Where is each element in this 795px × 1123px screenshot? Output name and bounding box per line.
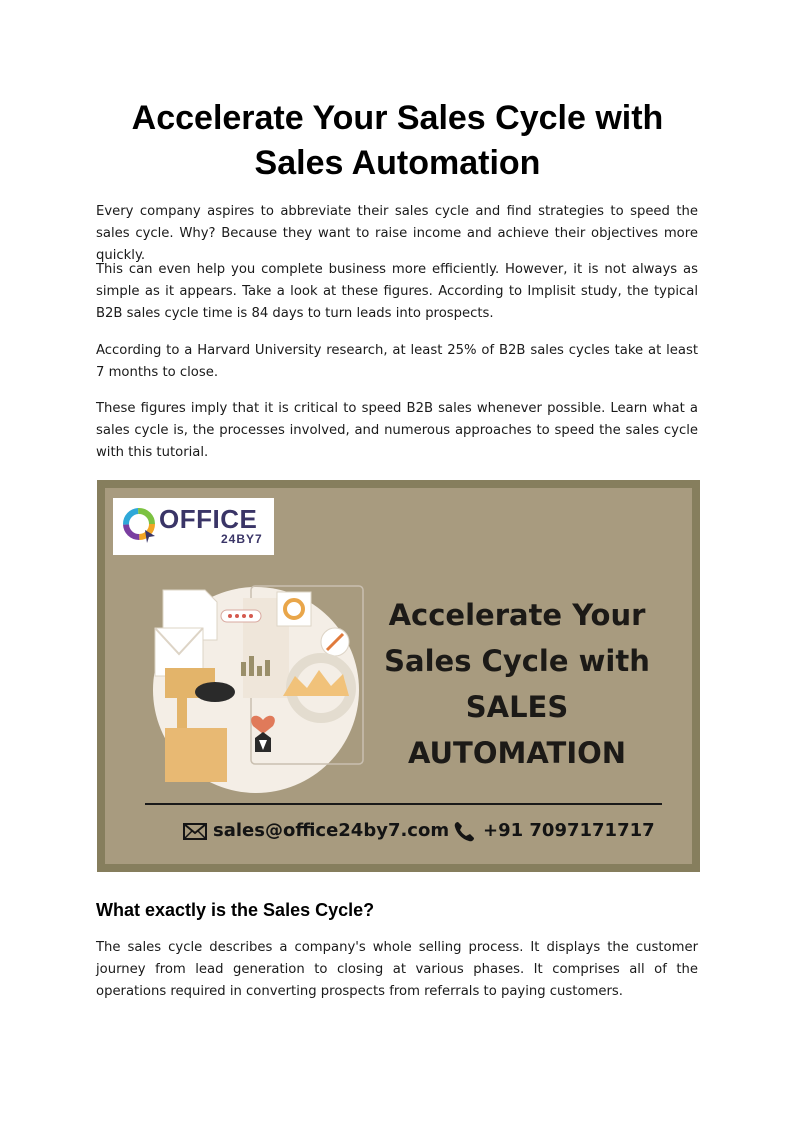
- headline-line-4: AUTOMATION: [407, 736, 627, 770]
- logo-mark-icon: [121, 506, 159, 546]
- banner-panel: [105, 488, 692, 864]
- intro-paragraph-1: Every company aspires to abbreviate their sales cycle and find strategies to speed the sales cycle. Why? Because they want to raise income and achieve their objectives more quickly.: [96, 204, 698, 263]
- headline-line-2: Sales Cycle with: [384, 644, 650, 678]
- company-logo: [113, 498, 274, 555]
- phone-icon: [453, 821, 475, 843]
- title-line-1: Accelerate Your Sales Cycle with: [131, 99, 664, 137]
- sales-automation-illustration: [143, 580, 373, 795]
- promo-banner: [97, 480, 700, 872]
- intro-paragraph-3: According to a Harvard University research, at least 25% of B2B sales cycles take at least 7 months to close.: [96, 343, 698, 380]
- banner-headline: [367, 592, 667, 776]
- headline-line-3: SALES: [465, 690, 569, 724]
- page-title: [96, 96, 699, 186]
- envelope-icon: [183, 822, 207, 842]
- title-line-2: Sales Automation: [254, 144, 541, 182]
- banner-divider: [145, 803, 662, 805]
- intro-paragraph-2: This can even help you complete business more efficiently. However, it is not always as simple as it appears. Take a look at these figures. According to Implisit study, the typical B2B sales cycle time is 84 days to turn leads into prospects.: [96, 262, 698, 321]
- section-paragraph: The sales cycle describes a company's whole selling process. It displays the customer journey from lead generation to closing at various phases. It comprises all of the operations required in converting prospects from referrals to paying customers.: [96, 940, 698, 999]
- contact-email-text: sales@office24by7.com: [213, 820, 450, 841]
- contact-phone-text: +91 7097171717: [483, 820, 655, 841]
- headline-line-1: Accelerate Your: [388, 598, 646, 632]
- logo-wordmark: OFFICE: [159, 504, 258, 534]
- logo-subtitle: 24BY7: [221, 532, 263, 546]
- intro-paragraph-4: These figures imply that it is critical to speed B2B sales whenever possible. Learn what a sales cycle is, the processes involved, and numerous approaches to speed the sales cycle with this tutorial.: [96, 401, 698, 460]
- section-heading: What exactly is the Sales Cycle?: [96, 900, 375, 920]
